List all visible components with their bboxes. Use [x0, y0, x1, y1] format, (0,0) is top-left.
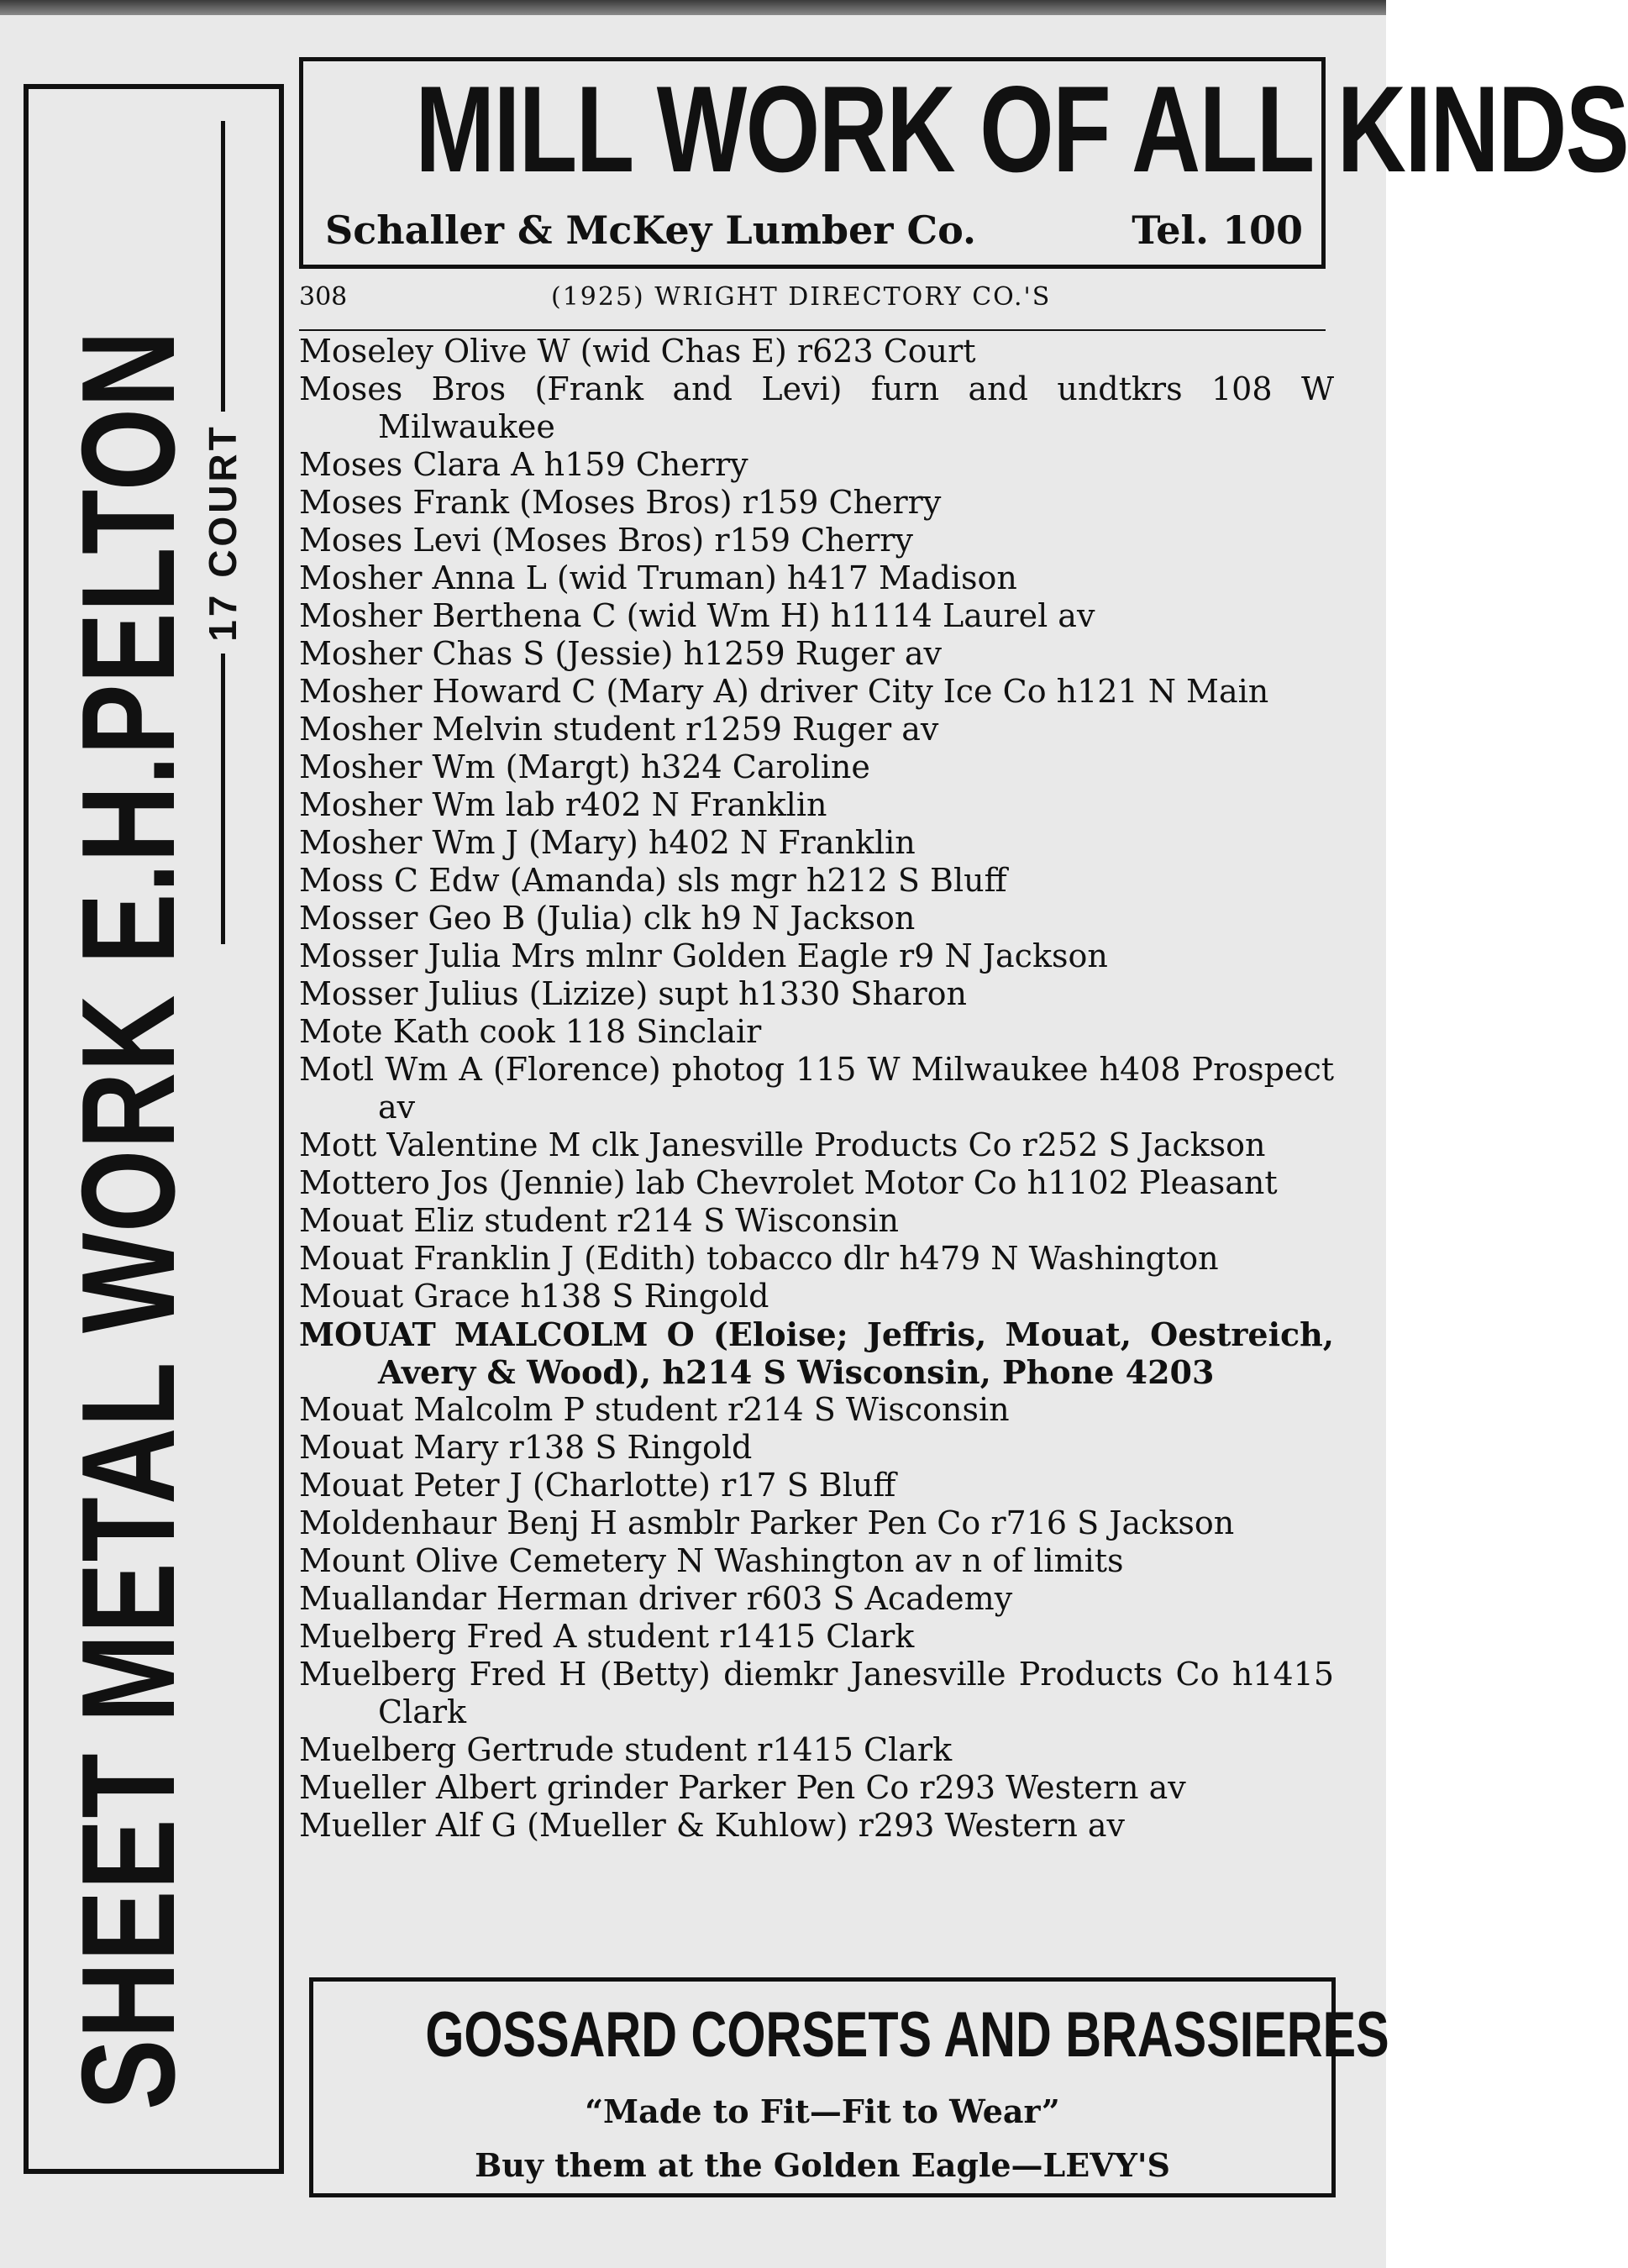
list-item: Mosher Melvin student r1259 Ruger av — [299, 711, 939, 748]
list-item-bold: MOUAT MALCOLM O (Eloise; Jeffris, Mouat, Oestreich, Avery & Wood), h214 S Wisconsin, Phone 4203 — [299, 1315, 1334, 1391]
list-item: Mosser Julia Mrs mlnr Golden Eagle r9 N Jackson — [299, 937, 1108, 974]
list-item: Mott Valentine M clk Janesville Products Co r252 S Jackson — [299, 1126, 1266, 1163]
list-item: Mosher Berthena C (wid Wm H) h1114 Laurel av — [299, 597, 1095, 634]
list-item: Mosher Anna L (wid Truman) h417 Madison — [299, 559, 1017, 596]
running-header — [299, 282, 1326, 316]
list-item: Mosser Geo B (Julia) clk h9 N Jackson — [299, 900, 916, 937]
page-number: 308 — [299, 282, 348, 312]
list-item: Mosher Howard C (Mary A) driver City Ice Co h121 N Main — [299, 673, 1269, 710]
list-item: Mosher Chas S (Jessie) h1259 Ruger av — [299, 635, 943, 672]
list-item: Moses Levi (Moses Bros) r159 Cherry — [299, 522, 913, 559]
list-item: Moss C Edw (Amanda) sls mgr h212 S Bluff — [299, 862, 1007, 899]
list-item: Mueller Alf G (Mueller & Kuhlow) r293 Western av — [299, 1807, 1126, 1844]
list-item: Mouat Grace h138 S Ringold — [299, 1278, 769, 1315]
list-item: Moses Bros (Frank and Levi) furn and undtkrs 108 W Milwaukee — [299, 370, 1334, 445]
list-item: Mueller Albert grinder Parker Pen Co r293 Western av — [299, 1769, 1186, 1806]
scan-top-edge — [0, 0, 1386, 15]
list-item: Muallandar Herman driver r603 S Academy — [299, 1580, 1013, 1617]
list-item: Moldenhaur Benj H asmblr Parker Pen Co r716 S Jackson — [299, 1504, 1235, 1541]
list-item: Moses Clara A h159 Cherry — [299, 446, 748, 483]
side-ad-rotated-text — [28, 121, 280, 2137]
top-ad-company: Schaller & McKey Lumber Co. — [325, 207, 977, 253]
list-item: Mote Kath cook 118 Sinclair — [299, 1013, 762, 1050]
list-item: Mouat Malcolm P student r214 S Wisconsin — [299, 1391, 1010, 1428]
top-ad-phone: Tel. 100 — [1132, 207, 1303, 253]
header-rule — [299, 329, 1326, 331]
list-item: Mosher Wm J (Mary) h402 N Franklin — [299, 824, 916, 861]
side-ad-address-row — [200, 121, 245, 944]
list-item: Muelberg Fred A student r1415 Clark — [299, 1618, 915, 1655]
list-item: Mottero Jos (Jennie) lab Chevrolet Motor Co h1102 Pleasant — [299, 1164, 1278, 1201]
list-item: Mosher Wm (Margt) h324 Caroline — [299, 748, 870, 785]
side-ad-address: 17 COURT — [201, 423, 244, 642]
bottom-advertisement — [309, 1977, 1389, 2197]
list-item: Mouat Franklin J (Edith) tobacco dlr h479 N Washington — [299, 1240, 1219, 1277]
top-ad-headline: MILL WORK OF ALL KINDS — [415, 60, 1628, 197]
list-item: Moseley Olive W (wid Chas E) r623 Court — [299, 333, 976, 370]
side-advertisement — [24, 84, 284, 2174]
list-item: Mosser Julius (Lizize) supt h1330 Sharon — [299, 975, 967, 1012]
list-item: Mouat Peter J (Charlotte) r17 S Bluff — [299, 1467, 896, 1504]
list-item: Muelberg Fred H (Betty) diemkr Janesville Products Co h1415 Clark — [299, 1656, 1334, 1730]
directory-listings — [299, 333, 1334, 1845]
side-ad-main-text: SHEET METAL WORK E.H.PELTON — [55, 330, 202, 2110]
list-item: Mount Olive Cemetery N Washington av n of limits — [299, 1542, 1124, 1579]
side-ad-rule-right — [221, 121, 225, 412]
list-item: Mosher Wm lab r402 N Franklin — [299, 786, 827, 823]
list-item: Motl Wm A (Florence) photog 115 W Milwaukee h408 Prospect av — [299, 1051, 1334, 1126]
list-item: Mouat Mary r138 S Ringold — [299, 1429, 753, 1466]
top-advertisement — [299, 57, 1628, 269]
side-ad-rule-left — [221, 654, 225, 944]
list-item: Mouat Eliz student r214 S Wisconsin — [299, 1202, 899, 1239]
bottom-ad-headline: GOSSARD CORSETS AND BRASSIERES — [425, 1999, 1389, 2071]
bottom-ad-slogan: “Made to Fit—Fit to Wear” — [585, 2092, 1060, 2130]
list-item: Muelberg Gertrude student r1415 Clark — [299, 1731, 953, 1768]
bottom-ad-location: Buy them at the Golden Eagle—LEVY'S — [475, 2146, 1170, 2184]
list-item: Moses Frank (Moses Bros) r159 Cherry — [299, 484, 942, 521]
header-title: (1925) WRIGHT DIRECTORY CO.'S — [551, 282, 1052, 312]
